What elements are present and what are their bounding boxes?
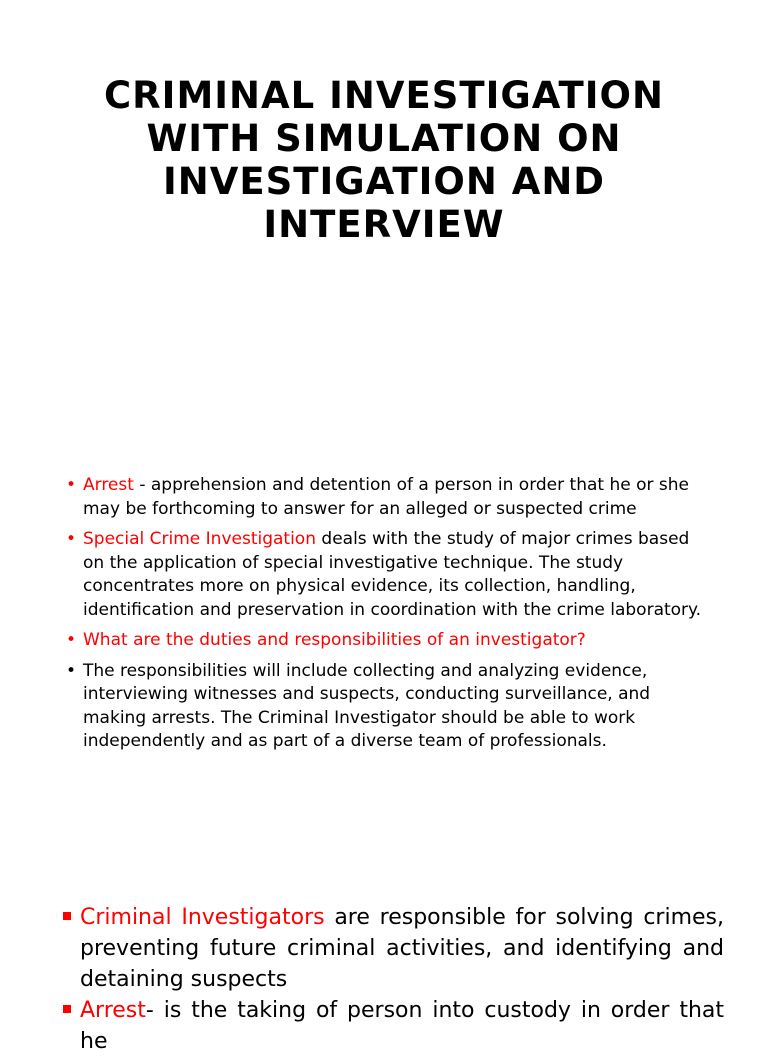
list-item-question: [64, 629, 704, 653]
term-arrest: Arrest: [83, 475, 134, 495]
term-criminal-investigators: Criminal Investigators: [80, 905, 325, 930]
term-special-crime-investigation: Special Crime Investigation: [83, 529, 316, 549]
bullet-icon: •: [66, 475, 77, 495]
definition-special-crime-investigation: deals with the study of major crimes based on the application of special investigative technique. The study concentrates more on physical evidence, its collection, handling, identification and preservation in coordination with the crime laboratory.: [83, 529, 702, 620]
definition-arrest: - apprehension and detention of a person in order that he or she may be forthcoming to answer for an alleged or suspected crime: [83, 475, 689, 519]
term-arrest-2: Arrest: [80, 998, 146, 1023]
bullet-icon: •: [66, 529, 77, 549]
answer-responsibilities: The responsibilities will include collecting and analyzing evidence, interviewing witnesses and suspects, conducting surveillance, and making arrests. The Criminal Investigator should be able to work independently and as part of a diverse team of professionals.: [83, 660, 651, 751]
question-duties: What are the duties and responsibilities of an investigator?: [83, 630, 586, 650]
list-item-responsibilities: [64, 660, 704, 754]
bullet-icon: •: [66, 660, 77, 681]
definition-arrest-2: - is the taking of person into custody in order that he: [80, 998, 724, 1054]
list-item-special-crime-investigation: [64, 528, 704, 622]
slide-title: CRIMINAL INVESTIGATION WITH SIMULATION ON INVESTIGATION AND INTERVIEW: [104, 74, 664, 246]
square-bullet-icon: [63, 1005, 71, 1013]
definition-criminal-investigators: are responsible for solving crimes, preventing future criminal activities, and identifying and detaining suspects: [80, 905, 724, 992]
list-item-arrest: [64, 474, 704, 521]
list-item-criminal-investigators: [62, 902, 724, 995]
square-bullet-icon: [63, 912, 71, 920]
list-item-arrest-2: [62, 995, 724, 1057]
investigator-list: [62, 902, 724, 1057]
definitions-list: [64, 474, 704, 761]
bullet-icon: •: [66, 630, 77, 650]
